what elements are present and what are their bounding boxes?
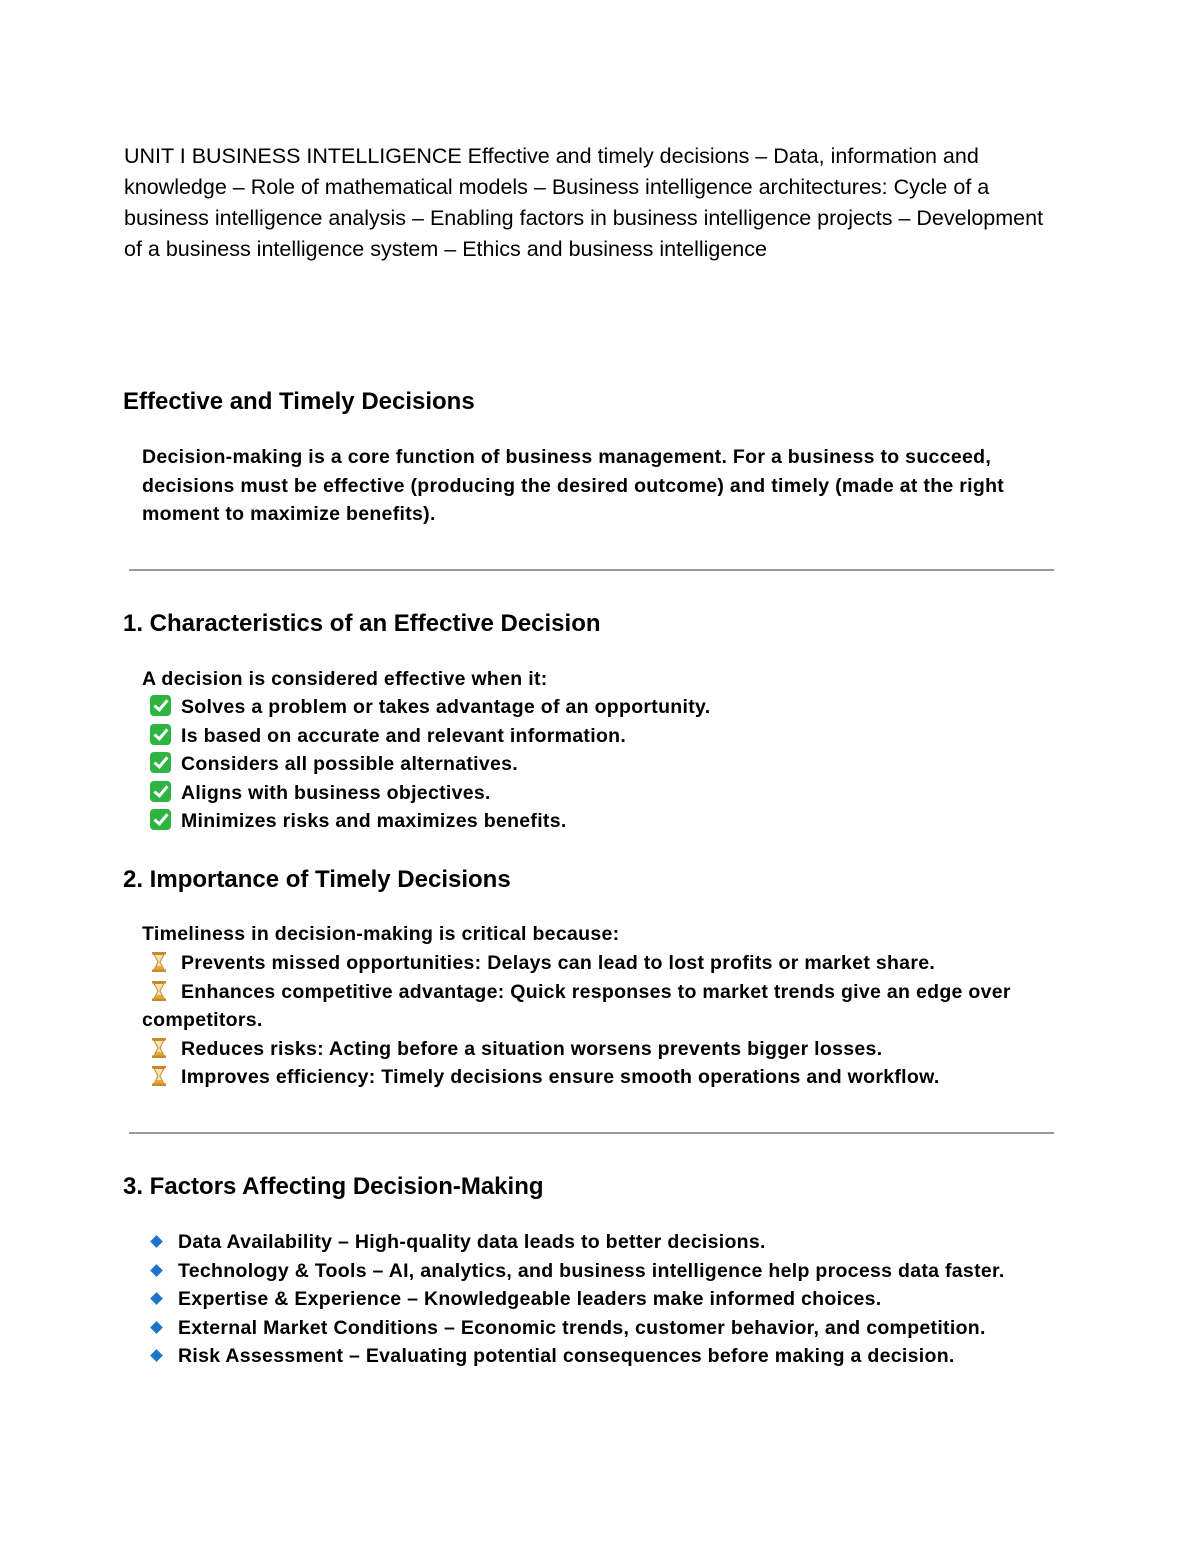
list-item — [142, 1063, 1072, 1092]
check-mark-icon — [150, 695, 171, 716]
check-mark-icon — [150, 752, 171, 773]
hourglass-icon — [152, 1066, 166, 1086]
list-item — [142, 722, 1072, 751]
blue-diamond-icon — [150, 1349, 163, 1362]
list-item-text: Expertise & Experience – Knowledgeable leaders make informed choices. — [178, 1288, 882, 1310]
blue-diamond-icon — [150, 1264, 163, 1277]
list-item-text: Risk Assessment – Evaluating potential consequences before making a decision. — [178, 1345, 955, 1367]
list-item — [142, 807, 1072, 836]
check-mark-icon — [150, 781, 171, 802]
hourglass-icon — [152, 1038, 166, 1058]
list-item-text: Aligns with business objectives. — [181, 781, 491, 804]
list-item-text: Technology & Tools – AI, analytics, and business intelligence help process data faster. — [178, 1259, 1005, 1282]
section1-heading: 1. Characteristics of an Effective Decision — [123, 610, 601, 637]
main-heading: Effective and Timely Decisions — [123, 388, 475, 415]
list-item — [142, 1257, 1072, 1286]
list-item-text: Data Availability – High-quality data leads to better decisions. — [178, 1231, 766, 1253]
list-item — [142, 779, 1072, 808]
list-item — [142, 1314, 1072, 1343]
blue-diamond-icon — [150, 1235, 163, 1248]
check-mark-icon — [150, 724, 171, 745]
blue-diamond-icon — [150, 1292, 163, 1305]
section2-heading: 2. Importance of Timely Decisions — [123, 866, 511, 893]
section3-heading: 3. Factors Affecting Decision-Making — [123, 1173, 544, 1200]
list-item — [142, 1035, 1072, 1064]
section1-lead: A decision is considered effective when it: — [142, 668, 548, 690]
list-item-text: Prevents missed opportunities: Delays can lead to lost profits or market share. — [181, 952, 936, 974]
list-item-text: Solves a problem or takes advantage of an opportunity. — [181, 696, 711, 718]
list-item — [142, 1228, 1072, 1257]
list-item — [142, 949, 1072, 978]
hourglass-icon — [152, 981, 166, 1001]
list-item — [142, 693, 1072, 722]
section1-list — [142, 693, 1072, 836]
list-item-text: External Market Conditions – Economic trends, customer behavior, and competition. — [178, 1316, 986, 1339]
section3-list — [142, 1228, 1072, 1371]
list-item-text: Is based on accurate and relevant information. — [181, 724, 627, 747]
check-mark-icon — [150, 809, 171, 830]
list-item — [142, 978, 1072, 1035]
list-item-text: Enhances competitive advantage: Quick responses to market trends give an edge over competitors. — [142, 980, 1011, 1031]
list-item — [142, 1285, 1072, 1314]
main-body-paragraph: Decision-making is a core function of business management. For a business to succeed, decisions must be effective (producing the desired outcome) and timely (made at the right moment to maximize benefits). — [142, 446, 1005, 525]
list-item-text: Improves efficiency: Timely decisions ensure smooth operations and workflow. — [181, 1066, 940, 1088]
horizontal-divider — [129, 569, 1054, 571]
list-item-text: Minimizes risks and maximizes benefits. — [181, 810, 567, 832]
blue-diamond-icon — [150, 1321, 163, 1334]
list-item-text: Considers all possible alternatives. — [181, 753, 519, 775]
list-item — [142, 1342, 1072, 1371]
horizontal-divider — [129, 1132, 1054, 1134]
hourglass-icon — [152, 952, 166, 972]
section2-lead: Timeliness in decision-making is critical because: — [142, 923, 620, 945]
list-item — [142, 750, 1072, 779]
section2-list — [142, 949, 1072, 1092]
unit-intro-paragraph: UNIT I BUSINESS INTELLIGENCE Effective and timely decisions – Data, information and knowledge – Role of mathematical models – Business intelligence architectures: Cycle of a business intelligence analysis – Enabling factors in business intelligence projects – Development of a business intelligence system – Ethics and business intelligence — [124, 144, 1044, 261]
list-item-text: Reduces risks: Acting before a situation worsens prevents bigger losses. — [181, 1037, 883, 1060]
